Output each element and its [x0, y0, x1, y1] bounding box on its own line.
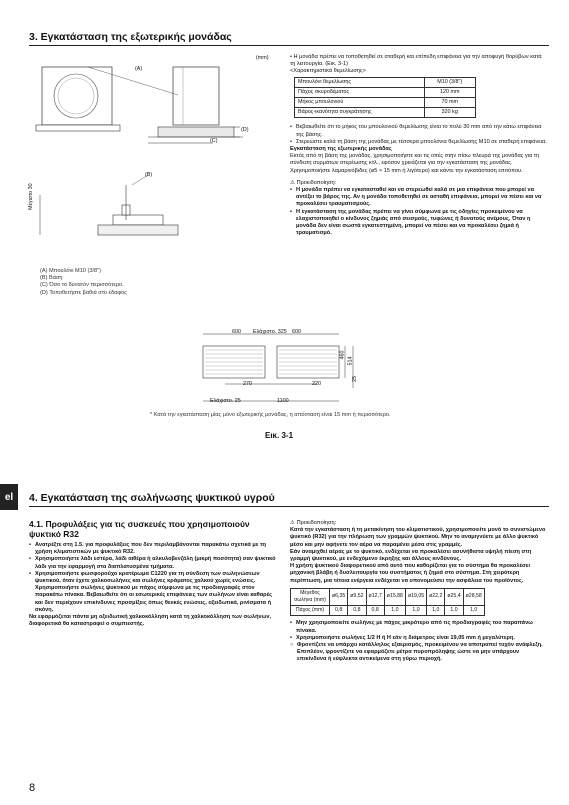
- language-tab: el: [0, 484, 18, 510]
- height-label: Μέγιστο 30: [28, 183, 34, 210]
- unit-label: (mm): [256, 55, 269, 61]
- dim-25: 25: [352, 376, 358, 382]
- callout-b: (B): [145, 172, 153, 178]
- dim-min-325: Ελάχιστο. 325: [253, 329, 287, 335]
- circle-icon: ○: [290, 642, 294, 649]
- dim-min-25: Ελάχιστο. 25: [210, 398, 241, 404]
- section-3-rule: [29, 45, 549, 46]
- callout-d: (D): [241, 127, 249, 133]
- right-column: • Η μονάδα πρέπει να τοποθετηθεί σε σταθερή και επίπεδη επιφάνεια για την αποφυγή θορύβων κατά τη λειτουργία. (Εικ. 3-1) <Χαρακτηριστικά θεμελίωσης> Μπουλόνι θεμελίωσης M10 (3/8") Πάχος σκυροδέματος 120 mm Μήκος μπουλονιού 70 mm Βάρος-ικανότητα συγκράτησης 320 kg • Βεβαιωθείτε ότι το μήκος του μπουλονιού θεμελίωσης είναι το πολύ 30 mm από την κάτω επιφάνεια της βάσης. • Στερεώστε καλά τη βάση της μονάδας με τέσσερα μπουλόνια θεμελίωσης M10 σε σταθερή επιφάνεια. Εγκατάσταση της εξωτερικής μονάδας Εκτός από τη βάση της μονάδας, χρησιμοποιήστε και τις οπές στην πίσω πλευρά της μονάδας για τη σύνδεση συρμάτων στερέωσης κτλ., εφόσον χρειάζεται για την εγκατάσταση της μονάδας. Χρησιμοποιήστε λαμαρινόβιδες (ø5 × 15 mm ή λιγότερο) και κάντε την εγκατάσταση επιτόπου. ⚠ Προειδοποίηση: • Η μονάδα πρέπει να εγκατασταθεί και να στερεωθεί καλά σε μια επιφάνεια που μπορεί να αντέξει το βάρος της. Αν η μονάδα τοποθετηθεί σε ασταθή επιφάνεια, μπορεί να πέσει και να προκαλέσει τραυματισμούς. • Η εγκατάσταση της μονάδας πρέπει να γίνει σύμφωνα με τις οδηγίες προκειμένου να ελαχιστοποιηθεί ο κίνδυνος ζημιάς από σεισμούς, τυφώνες ή δυνατούς ανέμους. Όταν η μονάδα δεν είναι σωστά εγκατεστημένη, μπορεί να πέσει και να προκαλέσει ζημιά ή τραυματισμό.: [290, 54, 548, 237]
- warning-icon-2: ⚠: [290, 520, 296, 526]
- dim-1100: 1100: [277, 398, 289, 404]
- install-title: Εγκατάσταση της εξωτερικής μονάδας: [290, 146, 392, 153]
- dim-220: 220: [312, 381, 321, 387]
- warning-icon: ⚠: [290, 179, 296, 186]
- foundation-spec-table: Μπουλόνι θεμελίωσης M10 (3/8") Πάχος σκυροδέματος 120 mm Μήκος μπουλονιού 70 mm Βάρος-ικανότητα συγκράτησης 320 kg: [294, 77, 476, 119]
- warning-heading-2: ⚠ Προειδοποίηση:: [290, 520, 337, 526]
- callout-c: (C): [210, 138, 218, 144]
- pipe-thickness-table: Μέγεθος σωλήνα (mm) ø6,35 ø9,52 ø12,7 ø15,88 ø19,05 ø22,2 ø25,4 ø28,58 Πάχος (mm) 0,8 0,8 0,8 1,0 1,0 1,0 1,0 1,0: [290, 588, 485, 617]
- section-4-rule: [29, 506, 549, 507]
- page-number: 8: [29, 782, 36, 794]
- fig-footnote: * Κατά την εγκατάσταση μίας μόνο εξωτερικής μονάδας, η απόσταση είναι 15 mm ή περισσότερο.: [150, 412, 391, 418]
- dim-514: 514: [347, 356, 354, 366]
- section-4-title: 4. Εγκατάσταση της σωλήνωσης ψυκτικού υγρού: [29, 492, 275, 504]
- section-3-title: 3. Εγκατάσταση της εξωτερικής μονάδας: [29, 31, 232, 43]
- dim-270: 270: [243, 381, 252, 387]
- section-4-1: 4.1. Προφυλάξεις για τις συσκευές που χρησιμοποιούν ψυκτικό R32 • Ανατρέξτε στη 1.5. για προφυλάξεις που δεν περιλαμβάνονται παρακάτω σχετικά με τη χρήση κλιματιστικών με ψυκτικό R32. • Χρησιμοποιήστε λάδι εστέρα, λάδι αιθέρα ή αλκυλοβενζόλη (μικρή ποσότητα) σαν ψυκτικό λάδι για την εφαρμογή στα διαπλατυσμένα τμήματα. • Χρησιμοποιήστε φωσφορούχο κρατέρωμα C1220 για τη σύνδεση των σωληνώσεων ψυκτικού, όταν έχετε χαλκοσωλήνες και σωλήνες κράματος χαλκού χωρίς ενώσεις. Χρησιμοποιήστε σωλήνες ψυκτικού με πάχος σύμφωνα με τις προδιαγραφές στον παρακάτω πίνακα. Βεβαιωθείτε ότι οι εσωτερικές επιφάνειες των σωλήνων είναι καθαρές και δεν περιέχουν επικίνδυνες προσμίξεις όπως θειικές ενώσεις, οξειδωτικά, ρινίσματα ή σκόνη. Να εφαρμόζεται πάντα μη οξειδωτική χαλκοκόλληση κατά τη χαλκοκόλληση των σωλήνων, διαφορετικά θα καταστραφεί ο συμπιεστής.: [29, 519, 277, 628]
- diagram-legend: (A) Μπουλόνι M10 (3/8") (B) Βάση (C) Όσο το δυνατόν περισσότερο. (D) Τοποθετήστε βαθιά στο έδαφος: [40, 268, 127, 296]
- dim-600-left: 600: [232, 329, 241, 335]
- s41-title: 4.1. Προφυλάξεις για τις συσκευές που χρησιμοποιούν ψυκτικό R32: [29, 519, 250, 539]
- warning-heading: ⚠ Προειδοποίηση:: [290, 179, 337, 186]
- dim-600-right: 600: [292, 329, 301, 335]
- callout-a: (A): [135, 66, 143, 72]
- fig-caption: Εικ. 3-1: [265, 431, 294, 440]
- dim-460: 460: [339, 350, 346, 360]
- section-4-1-right: ⚠ Προειδοποίηση: Κατά την εγκατάσταση ή τη μετακίνηση του κλιματιστικού, χρησιμοποιείτε μονό το συνιστώμενο ψυκτικό (R32) για την πλήρωση των γραμμών ψυκτικού. Μην το αναμιγνύετε με άλλο ψυκτικό μέσο και μην αφήνετε τον αέρα να παραμένει μέσα στις γραμμές. Εάν αναμιχθεί αέρας με το ψυκτικό, ενδέχεται να προκαλέσει ασυνήθιστα υψηλή πίεση στη γραμμή ψυκτικού, με ενδεχόμενο έκρηξης και άλλους κινδύνους. Η χρήση ψυκτικού διαφορετικού από αυτό που καθορίζεται για το σύστημα θα προκαλέσει μηχανική βλάβη ή δυσλειτουργία του συστήματος ή ζημιά στο σύστημα. Στη χειρότερη περίπτωση, μια τέτοια ενέργεια ενδέχεται να υπονομεύσει την ασφάλεια του προϊόντος. Μέγεθος σωλήνα (mm) ø6,35 ø9,52 ø12,7 ø15,88 ø19,05 ø22,2 ø25,4 ø28,58 Πάχος (mm) 0,8 0,8 0,8 1,0 1,0 1,0 1,0 1,0 • Μην χρησιμοποιείτε σωλήνες με πάχος μικρότερο από τις προδιαγραφές του παραπάνω πίνακα. • Χρησιμοποιήστε σωλήνες 1/2 H ή H εάν η διάμετρος είναι 19,05 mm ή μεγαλύτερη. ○ Φροντίζετε να υπάρχει κατάλληλος εξαερισμός, προκειμένου να αποτραπεί τυχόν ανάφλεξη. Επιπλέον, φροντίζετε να εφαρμόζετε μέτρα πυροπρόληψης ώστε να μην υπάρχουν επικίνδυνα ή εύφλεκτα αντικείμενα στη γύρω περιοχή.: [290, 520, 548, 664]
